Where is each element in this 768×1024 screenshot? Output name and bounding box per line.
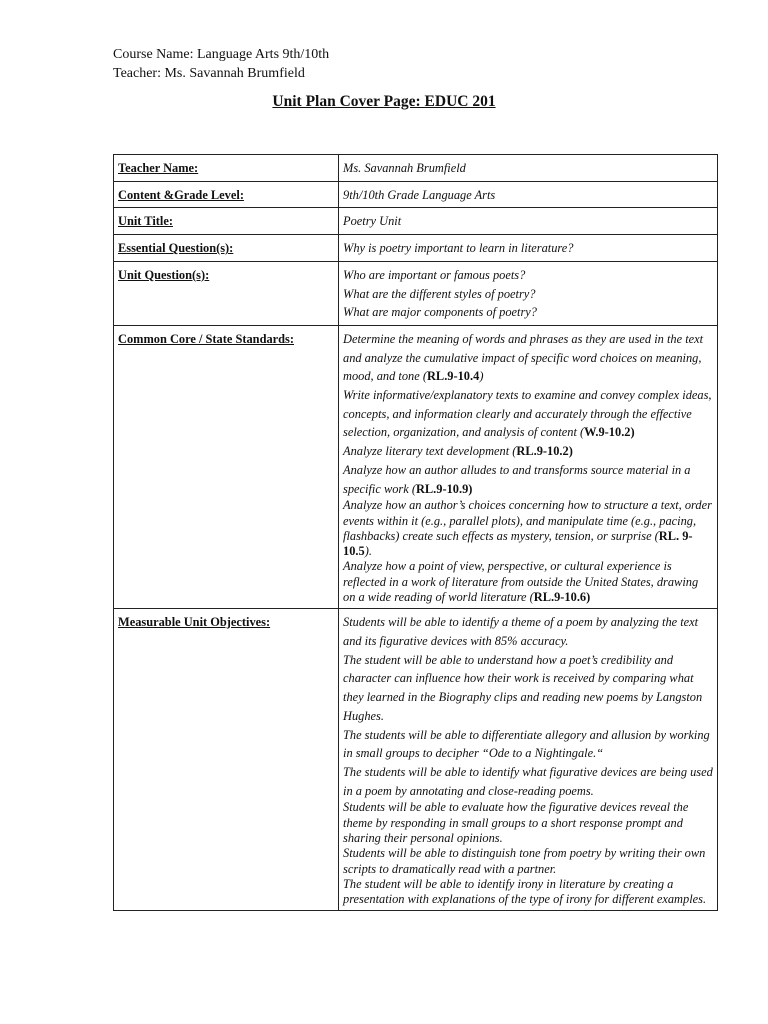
standard-item: Analyze how an author alludes to and transforms source material in a specific work (RL.9-10.9) xyxy=(343,462,691,496)
row-label: Essential Question(s): xyxy=(114,235,339,262)
objective-item: Students will be able to distinguish tone from poetry by writing their own scripts to dramatically read with a partner. xyxy=(343,846,706,876)
objectives-value xyxy=(339,609,718,911)
standard-item: Analyze how a point of view, perspective, or cultural experience is reflected in a work of literature from outside the United States, drawing on a wide reading of world literature (RL.9-10.6) xyxy=(343,559,699,605)
table-row xyxy=(114,609,718,911)
standard-code: RL.9-10.9) xyxy=(415,481,473,496)
unit-question: What are major components of poetry? xyxy=(343,305,537,320)
unit-question: Who are important or famous poets? xyxy=(343,267,526,282)
standard-code: RL.9-10.4 xyxy=(426,369,480,384)
unit-title-value: Poetry Unit xyxy=(339,208,718,235)
row-label: Measurable Unit Objectives: xyxy=(114,609,339,911)
objective-item: The students will be able to differentiate allegory and allusion by working in small groups to decipher “Ode to a Nightingale.“ xyxy=(343,727,710,761)
standard-item: Analyze literary text development (RL.9-10.2) xyxy=(343,444,573,459)
standard-code: W.9-10.2) xyxy=(584,425,635,440)
standard-item: Analyze how an author’s choices concerning how to structure a text, order events within it (e.g., parallel plots), and manipulate time (e.g., pacing, flashbacks) create such effects as mystery, tension, or surprise (RL. 9-10.5). xyxy=(343,498,712,559)
teacher-line: Teacher: Ms. Savannah Brumfield xyxy=(113,66,305,81)
table-row xyxy=(114,235,718,262)
standard-item: Determine the meaning of words and phrases as they are used in the text and analyze the cumulative impact of specific word choices on meaning, mood, and tone (RL.9-10.4) xyxy=(343,331,704,384)
table-row xyxy=(114,208,718,235)
essential-question-value: Why is poetry important to learn in literature? xyxy=(339,235,718,262)
content-grade-value: 9th/10th Grade Language Arts xyxy=(339,181,718,208)
course-name: Course Name: Language Arts 9th/10th xyxy=(113,47,330,62)
teacher-name-value: Ms. Savannah Brumfield xyxy=(339,155,718,182)
table-row xyxy=(114,155,718,182)
standard-code: RL. 9-10.5 xyxy=(343,528,693,559)
row-label: Unit Question(s): xyxy=(114,261,339,325)
page-title: Unit Plan Cover Page: EDUC 201 xyxy=(272,93,496,110)
standard-code: RL.9-10.6) xyxy=(533,590,591,605)
table-row xyxy=(114,325,718,608)
objective-item: The students will be able to identify what figurative devices are being used in a poem by annotating and close-reading poems. xyxy=(343,764,713,798)
unit-plan-table xyxy=(113,154,718,911)
row-label: Content &Grade Level: xyxy=(114,181,339,208)
table-row xyxy=(114,261,718,325)
row-label: Teacher Name: xyxy=(114,155,339,182)
objective-item: The student will be able to understand how a poet’s credibility and character can influence how their work is received by comparing what they learned in the Biography clips and reading new poems by Langston Hughes. xyxy=(343,652,703,723)
unit-questions-value xyxy=(339,261,718,325)
standards-value xyxy=(339,325,718,608)
unit-question: What are the different styles of poetry? xyxy=(343,286,536,301)
objective-item: Students will be able to evaluate how the figurative devices reveal the theme by responding in small groups to a short response prompt and sharing their personal opinions. xyxy=(343,800,689,845)
objective-item: The student will be able to identify irony in literature by creating a presentation with explanations of the type of irony for different examples. xyxy=(343,876,707,907)
table-row xyxy=(114,181,718,208)
course-header xyxy=(113,45,329,83)
standard-item: Write informative/explanatory texts to examine and convey complex ideas, concepts, and information clearly and accurately through the effective selection, organization, and analysis of content (W.9-10.2) xyxy=(343,388,712,440)
row-label: Common Core / State Standards: xyxy=(114,325,339,608)
standard-code: RL.9-10.2) xyxy=(516,444,573,459)
objective-item: Students will be able to identify a theme of a poem by analyzing the text and its figurative devices with 85% accuracy. xyxy=(343,615,699,649)
row-label: Unit Title: xyxy=(114,208,339,235)
